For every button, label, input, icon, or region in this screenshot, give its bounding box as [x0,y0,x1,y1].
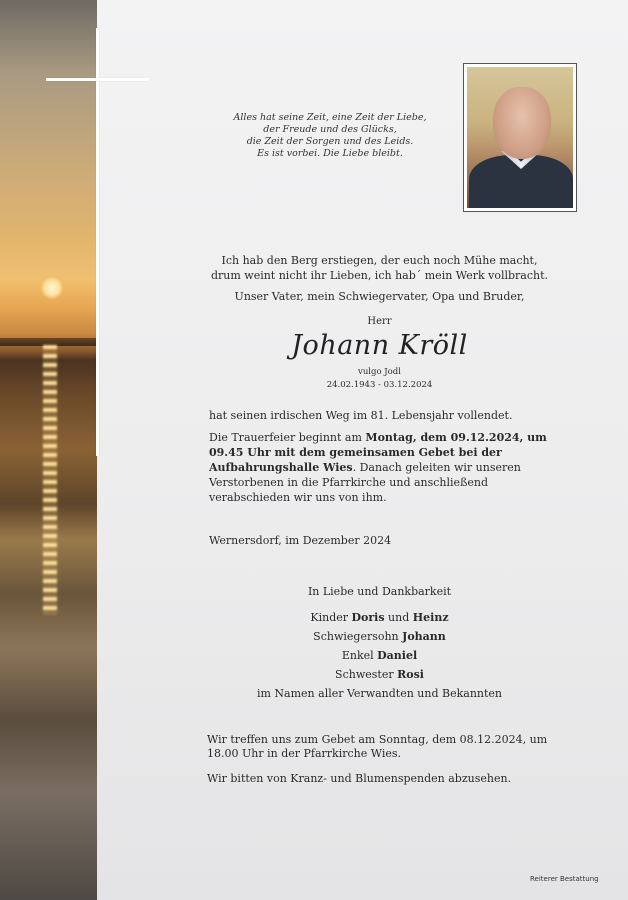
funeral-text: Die Trauerfeier beginnt am [209,431,366,444]
portrait-head [493,87,551,159]
mourner-label: Schwiegersohn [313,630,403,643]
mourner-label: Schwester [335,668,398,681]
mourner-name: Rosi [397,668,424,681]
funeral-time: 09.45 Uhr mit dem gemeinsamen Gebet bei der [209,446,502,459]
honorific: Herr [367,316,392,327]
mourner-name: Heinz [412,611,449,624]
quote-line: der Freude und des Glücks, [263,124,397,135]
cross-icon-vertical [96,28,99,456]
sun-reflection [43,345,57,615]
deceased-name: Johann Kröll [291,330,468,361]
mourners-heading: In Liebe und Dankbarkeit [307,585,452,598]
mourners-list [209,582,550,703]
verse [209,253,550,283]
prayer-line-1: Wir treffen uns zum Gebet am Sonntag, dem 08.12.2024, um [207,733,548,746]
portrait-image [467,67,573,208]
funeral-info [209,430,550,505]
life-dates: 24.02.1943 - 03.12.2024 [326,380,433,390]
memorial-quote [200,112,460,160]
funeral-date: Montag, dem 09.12.2024, um [365,431,547,444]
portrait-photo [463,63,577,212]
nickname: vulgo Jodl [358,367,401,377]
quote-line: Es ist vorbei. Die Liebe bleibt. [257,148,403,159]
funeral-location: Aufbahrungshalle Wies [209,461,353,474]
prayer-line-2: 18.00 Uhr in der Pfarrkirche Wies. [207,747,402,760]
funeral-line-3 [209,460,550,475]
flowers-note: Wir bitten von Kranz- und Blumenspenden abzusehen. [207,772,512,785]
mourner-name: Johann [402,630,446,643]
mourner-name: Doris [351,611,385,624]
verse-line: drum weint nicht ihr Lieben, ich hab´ mein Werk vollbracht. [210,269,549,282]
funeral-line-2 [209,445,550,460]
undertaker-name: Reiterer Bestattung [530,875,599,883]
spacer [209,601,550,608]
sunset-photo-strip [0,0,97,900]
cross-icon-horizontal [46,78,149,81]
mourner-label: und [384,611,413,624]
funeral-line-4: Verstorbenen in die Pfarrkirche und anschließend [209,476,489,489]
verse-line: Ich hab den Berg erstiegen, der euch noch Mühe macht, [221,254,538,267]
funeral-line-5: verabschieden wir uns von ihm. [209,491,387,504]
quote-line: Alles hat seine Zeit, eine Zeit der Liebe, [233,112,427,123]
mourner-grandchild [209,646,550,665]
place-and-date: Wernersdorf, im Dezember 2024 [209,534,392,547]
additional-notes [207,733,552,786]
life-statement: hat seinen irdischen Weg im 81. Lebensjahr vollendet. [209,409,513,422]
mourner-label: Enkel [341,649,378,662]
funeral-text: . Danach geleiten wir unseren [352,461,521,474]
mourner-relatives: im Namen aller Verwandten und Bekannten [256,687,503,700]
mourner-name: Daniel [377,649,418,662]
intro-text: Unser Vater, mein Schwiegervater, Opa und Bruder, [234,290,525,303]
mourner-children [209,608,550,627]
mourner-son-in-law [209,627,550,646]
quote-line: die Zeit der Sorgen und des Leids. [246,136,414,147]
mourner-sister [209,665,550,684]
sun [41,277,63,299]
funeral-line-1 [209,430,550,445]
mourner-label: Kinder [310,611,352,624]
